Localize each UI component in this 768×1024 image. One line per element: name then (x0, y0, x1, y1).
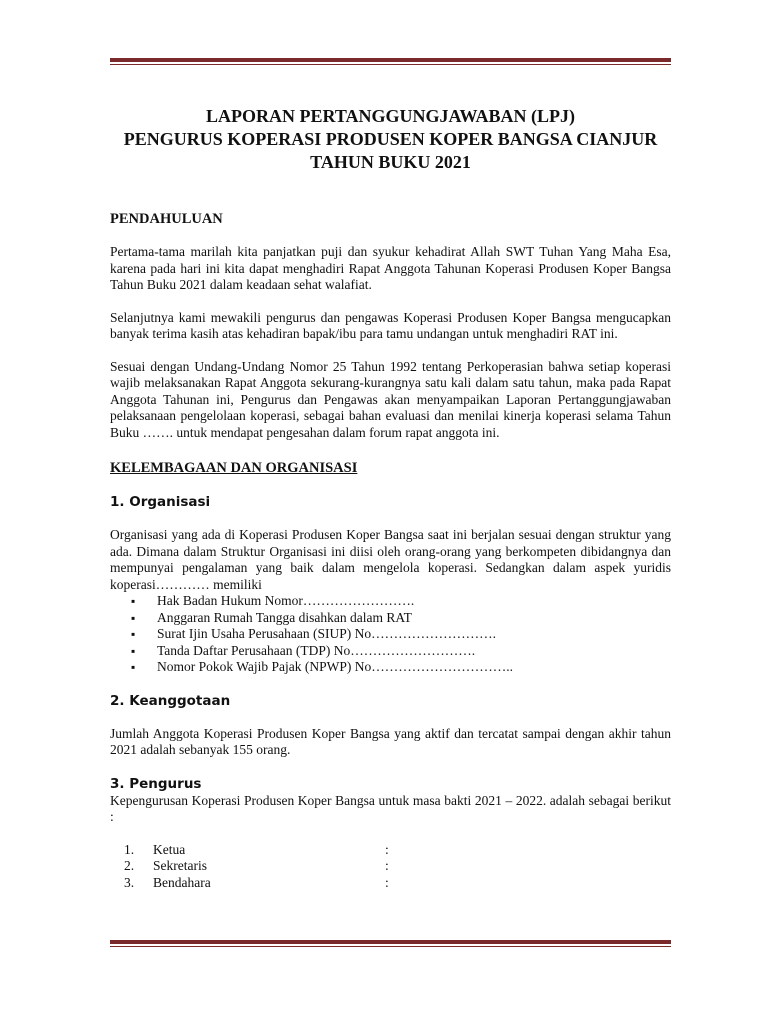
position-separator: : (385, 841, 389, 857)
position-number: 3. (124, 874, 135, 890)
list-item: ▪ Hak Badan Hukum Nomor……………………. (110, 593, 671, 610)
position-number: 2. (124, 858, 135, 873)
bottom-border-rule (110, 940, 671, 947)
list-item: ▪ Surat Ijin Usaha Perusahaan (SIUP) No………………………. (110, 626, 671, 643)
keanggotaan-paragraph: Jumlah Anggota Koperasi Produsen Koper Bangsa yang aktif dan tercatat sampai dengan akhir tahun 2021 adalah sebanyak 155 orang. (110, 725, 671, 757)
title-line-2: PENGURUS KOPERASI PRODUSEN KOPER BANGSA CIANJUR (123, 129, 658, 149)
pengurus-positions-list (110, 842, 671, 892)
position-role: Bendahara (153, 874, 211, 890)
pengurus-heading: 3. Pengurus (110, 775, 202, 792)
kelembagaan-heading: KELEMBAGAAN DAN ORGANISASI (110, 460, 358, 476)
pendahuluan-paragraph-1: Pertama-tama marilah kita panjatkan puji dan syukur kehadirat Allah SWT Tuhan Yang Maha Esa, karena pada hari ini kita dapat menghadiri Rapat Anggota Tahunan Koperasi Produsen Koper Bangsa Tahun Buku 2021 dalam keadaan sehat walafiat. (110, 244, 671, 292)
position-row (110, 875, 671, 892)
pendahuluan-paragraph-3: Sesuai dengan Undang-Undang Nomor 25 Tahun 1992 tentang Perkoperasian bahwa setiap koperasi wajib melaksanakan Rapat Anggota sekurang-kurangnya satu kali dalam satu tahun, maka pada Rapat Anggota Tahunan ini, Pengurus dan Pengawas akan menyampaikan Laporan Pertanggungjawaban pelaksanaan pengelolaan koperasi, sebagai bahan evaluasi dan menilai kinerja koperasi selama Tahun Buku ……. untuk mendapat pengesahan dalam forum rapat anggota ini. (110, 358, 671, 440)
position-role: Ketua (153, 841, 186, 857)
position-number: 1. (124, 841, 135, 857)
pendahuluan-heading: PENDAHULUAN (110, 211, 223, 227)
list-item: ▪ Nomor Pokok Wajib Pajak (NPWP) No………………………….. (110, 659, 671, 676)
organisasi-heading: 1. Organisasi (110, 494, 211, 510)
pengurus-paragraph: Kepengurusan Koperasi Produsen Koper Bangsa untuk masa bakti 2021 – 2022. adalah sebagai berikut : (110, 792, 671, 824)
position-row (110, 842, 671, 859)
list-item: ▪ Anggaran Rumah Tangga disahkan dalam RAT (110, 610, 671, 627)
position-separator: : (385, 858, 389, 873)
title-line-3: TAHUN BUKU 2021 (310, 152, 471, 172)
top-border-rule (110, 58, 671, 65)
document-body (110, 105, 671, 891)
keanggotaan-heading: 2. Keanggotaan (110, 692, 231, 709)
pendahuluan-paragraph-2: Selanjutnya kami mewakili pengurus dan pengawas Koperasi Produsen Koper Bangsa mengucapkan banyak terima kasih atas kehadiran bapak/ibu para tamu undangan untuk menghadiri RAT ini. (110, 309, 671, 341)
title-line-1: LAPORAN PERTANGGUNGJAWABAN (LPJ) (205, 106, 576, 126)
legal-documents-list (110, 593, 671, 676)
position-row (110, 858, 671, 875)
position-separator: : (385, 874, 389, 890)
position-role: Sekretaris (153, 858, 207, 873)
organisasi-paragraph: Organisasi yang ada di Koperasi Produsen Koper Bangsa saat ini berjalan sesuai dengan struktur yang ada. Dimana dalam Struktur Organisasi ini diisi oleh orang-orang yang berkompeten dibidangnya dan mempunyai pengalaman yang baik dalam mengelola koperasi. Sedangkan dalam aspek yuridis koperasi………… memiliki (110, 527, 671, 592)
document-title (110, 105, 671, 174)
list-item: ▪ Tanda Daftar Perusahaan (TDP) No………………………. (110, 643, 671, 660)
